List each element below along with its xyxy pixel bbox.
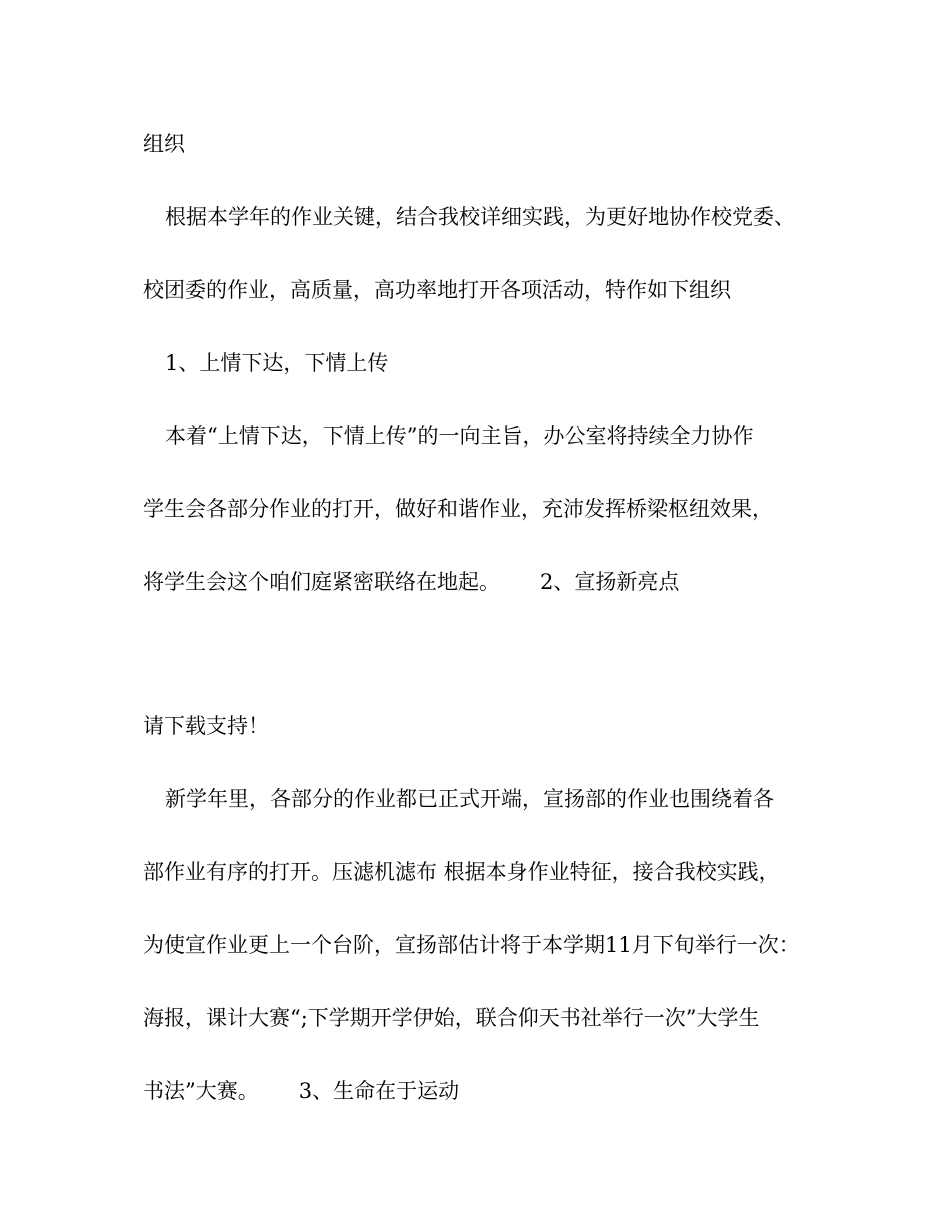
text-line-13: 书法”大赛。 3、生命在于运动: [143, 1079, 460, 1103]
text-line-10: 部作业有序的打开。压滤机滤布 根据本身作业特征，接合我校实践，: [143, 860, 780, 884]
text-line-4: 1、上情下达，下情上传: [165, 351, 389, 375]
text-line-7: 将学生会这个咱们庭紧密联络在地起。 2、宣扬新亮点: [143, 570, 680, 594]
text-line-2: 根据本学年的作业关键，结合我校详细实践，为更好地协作校党委、: [165, 205, 795, 229]
text-line-5: 本着“上情下达，下情上传”的一向主旨，办公室将持续全力协作: [165, 424, 754, 448]
text-line-8: 请下载支持！: [143, 714, 269, 738]
text-line-9: 新学年里，各部分的作业都已正式开端，宣扬部的作业也围绕着各: [165, 787, 774, 811]
text-line-1: 组织: [143, 132, 185, 156]
text-line-3: 校团委的作业，高质量，高功率地打开各项活动，特作如下组织: [143, 278, 731, 302]
text-line-12: 海报，课计大赛“;下学期开学伊始，联合仰天书社举行一次”大学生: [143, 1006, 760, 1030]
text-line-11: 为使宣作业更上一个台阶，宣扬部估计将于本学期11月下旬举行一次：: [143, 933, 800, 957]
text-line-6: 学生会各部分作业的打开，做好和谐作业，充沛发挥桥梁枢纽效果，: [143, 497, 773, 521]
